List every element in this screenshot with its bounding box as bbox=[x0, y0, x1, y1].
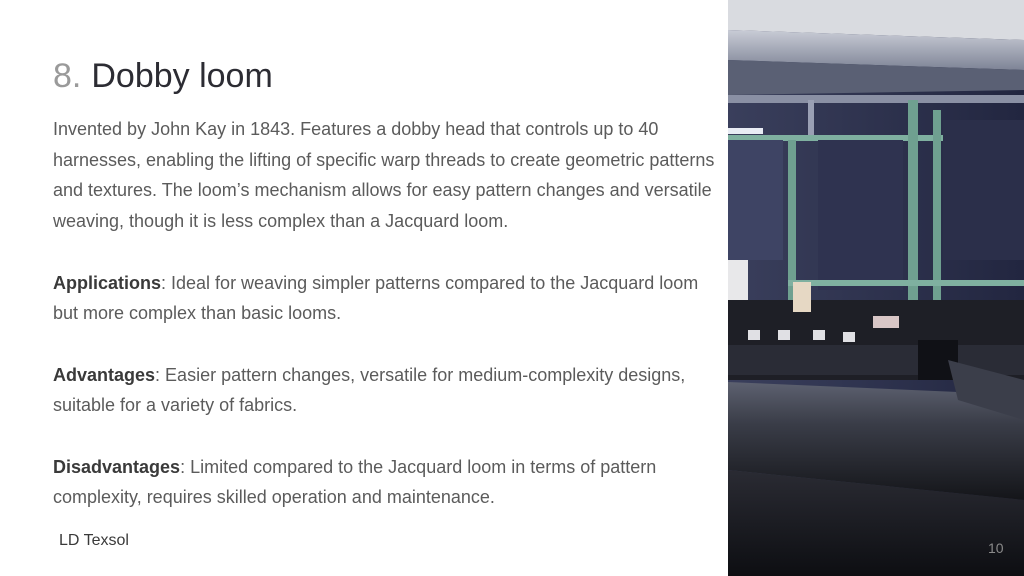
advantages-text: : Easier pattern changes, versatile for medium-complexity designs, suitable for a variety of fabrics. bbox=[53, 364, 686, 416]
slide-title-text: Dobby loom bbox=[91, 57, 273, 95]
slide-title-number: 8. bbox=[53, 57, 82, 95]
slide-title bbox=[53, 56, 273, 96]
applications-text: : Ideal for weaving simpler patterns compared to the Jacquard loom but more complex than basic looms. bbox=[53, 272, 699, 324]
disadvantages-paragraph bbox=[53, 452, 718, 513]
intro-paragraph: Invented by John Kay in 1843. Features a dobby head that controls up to 40 harnesses, enabling the lifting of specific warp threads to create geometric patterns and textures. The loom’s mechanism allows for easy pattern changes and versatile weaving, though it is less complex than a Jacquard loom. bbox=[53, 119, 715, 232]
applications-paragraph bbox=[53, 268, 718, 329]
advantages-label: Advantages bbox=[53, 364, 156, 385]
slide-body bbox=[53, 114, 718, 513]
disadvantages-text: : Limited compared to the Jacquard loom in terms of pattern complexity, requires skilled operation and maintenance. bbox=[53, 456, 657, 508]
disadvantages-label: Disadvantages bbox=[53, 456, 181, 477]
footer-brand: LD Texsol bbox=[59, 532, 129, 549]
applications-label: Applications bbox=[53, 272, 162, 293]
advantages-paragraph bbox=[53, 360, 718, 421]
page-number: 10 bbox=[988, 540, 1004, 556]
loom-photo bbox=[728, 0, 1024, 576]
